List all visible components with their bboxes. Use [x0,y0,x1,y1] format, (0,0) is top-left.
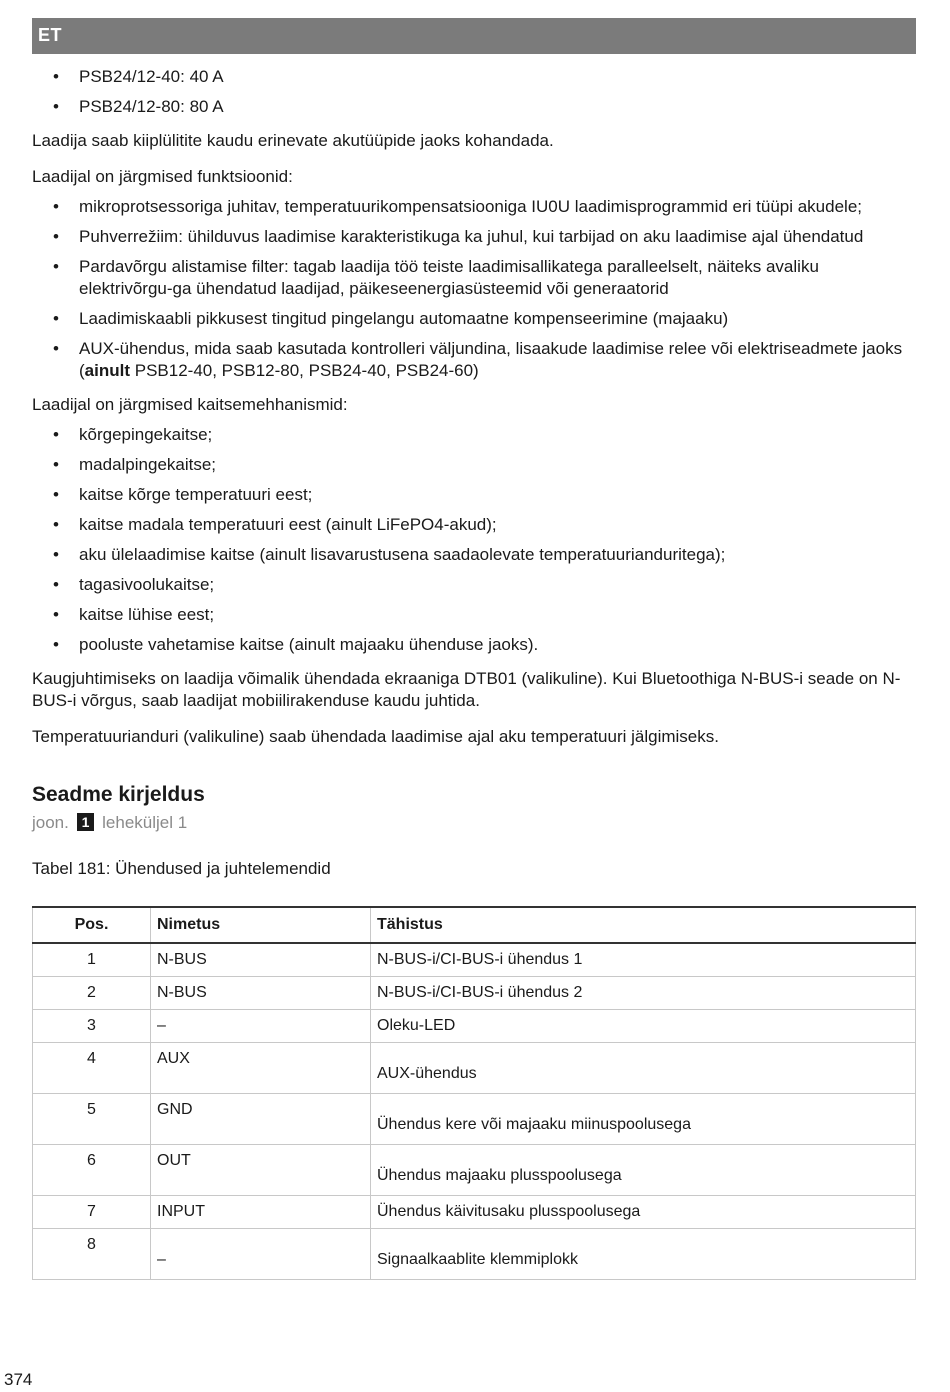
table-header-row [33,907,916,943]
list-item: • PSB24/12-40: 40 A [32,66,916,88]
cell-name: N-BUS [151,977,371,1010]
cell-pos: 4 [33,1043,151,1094]
functions-heading: Laadijal on järgmised funktsioonid: [32,167,293,186]
aux-text-after: PSB12-40, PSB12-80, PSB24-40, PSB24-60) [130,361,479,380]
language-code: ET [38,25,63,45]
table-row [33,977,916,1010]
list-item: • kõrgepingekaitse; [32,424,916,446]
list-item: • tagasivoolukaitse; [32,574,916,596]
dip-switch-paragraph: Laadija saab kiiplülitite kaudu erinevate akutüüpide jaoks kohandada. [32,131,554,150]
list-item: • kaitse madala temperatuuri eest (ainult LiFePO4-akud); [32,514,916,536]
cell-pos: 3 [33,1010,151,1043]
table-row [33,1196,916,1229]
table-caption: Tabel 181: Ühendused ja juhtelemendid [32,859,331,878]
cell-description: Signaalkaablite klemmiplokk [371,1229,916,1280]
table-row [33,1043,916,1094]
figure-number-badge: 1 [77,813,95,831]
cell-name: AUX [151,1043,371,1094]
protection-list [32,424,916,656]
cell-description: N-BUS-i/CI-BUS-i ühendus 1 [371,943,916,977]
list-item: • Pardavõrgu alistamise filter: tagab laadija töö teiste laadimisallikatega paralleelselt, näiteks avaliku elektrivõrgu-ga ühendatud laadijad, päikeseenergiasüsteemid või generaatorid [32,256,916,300]
language-header-bar [32,18,916,54]
cell-pos: 2 [33,977,151,1010]
table-row [33,1145,916,1196]
cell-name: INPUT [151,1196,371,1229]
page-content [32,66,916,1280]
temperature-sensor-paragraph: Temperatuurianduri (valikuline) saab ühendada laadimise ajal aku temperatuuri jälgimiseks. [32,727,719,746]
cell-description: Ühendus majaaku plusspoolusega [371,1145,916,1196]
connections-table [32,906,916,1280]
cell-description: Oleku-LED [371,1010,916,1043]
figure-ref-prefix: joon. [32,813,69,832]
functions-list [32,196,916,382]
table-row [33,1010,916,1043]
page-number: 374 [4,1370,33,1389]
cell-name: – [151,1010,371,1043]
list-item: • kaitse kõrge temperatuuri eest; [32,484,916,506]
list-item: • Laadimiskaabli pikkusest tingitud pingelangu automaatne kompenseerimine (majaaku) [32,308,916,330]
cell-name: OUT [151,1145,371,1196]
list-item: • Puhverrežiim: ühilduvus laadimise karakteristikuga ka juhul, kui tarbijad on aku laadimise ajal ühendatud [32,226,916,248]
cell-name: GND [151,1094,371,1145]
figure-reference [32,812,916,834]
cell-description: Ühendus käivitusaku plusspoolusega [371,1196,916,1229]
table-row [33,1094,916,1145]
list-item: • aku ülelaadimise kaitse (ainult lisavarustusena saadaolevate temperatuurianduritega); [32,544,916,566]
cell-pos: 1 [33,943,151,977]
remote-control-paragraph: Kaugjuhtimiseks on laadija võimalik ühendada ekraaniga DTB01 (valikuline). Kui Bluetoothiga N-BUS-i seade on N-BUS-i võrgus, saab laadijat mobiilirakenduse kaudu juhtida. [32,669,901,710]
list-item: • mikroprotsessoriga juhitav, temperatuurikompensatsiooniga IU0U laadimisprogrammid eri tüüpi akudele; [32,196,916,218]
cell-description: Ühendus kere või majaaku miinuspoolusega [371,1094,916,1145]
cell-pos: 5 [33,1094,151,1145]
cell-name: – [151,1229,371,1280]
list-item: • madalpingekaitse; [32,454,916,476]
cell-description: AUX-ühendus [371,1043,916,1094]
aux-text-before: AUX-ühendus, mida saab kasutada kontrolleri väljundina, lisaakude laadimise relee või elektriseadmete jaoks ( [79,339,903,380]
protection-heading: Laadijal on järgmised kaitsemehhanismid: [32,395,348,414]
column-header-description: Tähistus [371,907,916,943]
aux-text-bold: ainult [84,361,131,380]
model-current-list [32,66,916,118]
section-title: Seadme kirjeldus [32,783,205,806]
list-item: • pooluste vahetamise kaitse (ainult majaaku ühenduse jaoks). [32,634,916,656]
list-item: • kaitse lühise eest; [32,604,916,626]
list-item: • PSB24/12-80: 80 A [32,96,916,118]
cell-description: N-BUS-i/CI-BUS-i ühendus 2 [371,977,916,1010]
table-row [33,943,916,977]
column-header-name: Nimetus [151,907,371,943]
cell-pos: 6 [33,1145,151,1196]
list-item-aux [32,338,916,382]
table-row [33,1229,916,1280]
column-header-pos: Pos. [33,907,151,943]
cell-pos: 7 [33,1196,151,1229]
figure-ref-suffix: leheküljel 1 [102,813,188,832]
cell-name: N-BUS [151,943,371,977]
cell-pos: 8 [33,1229,151,1280]
